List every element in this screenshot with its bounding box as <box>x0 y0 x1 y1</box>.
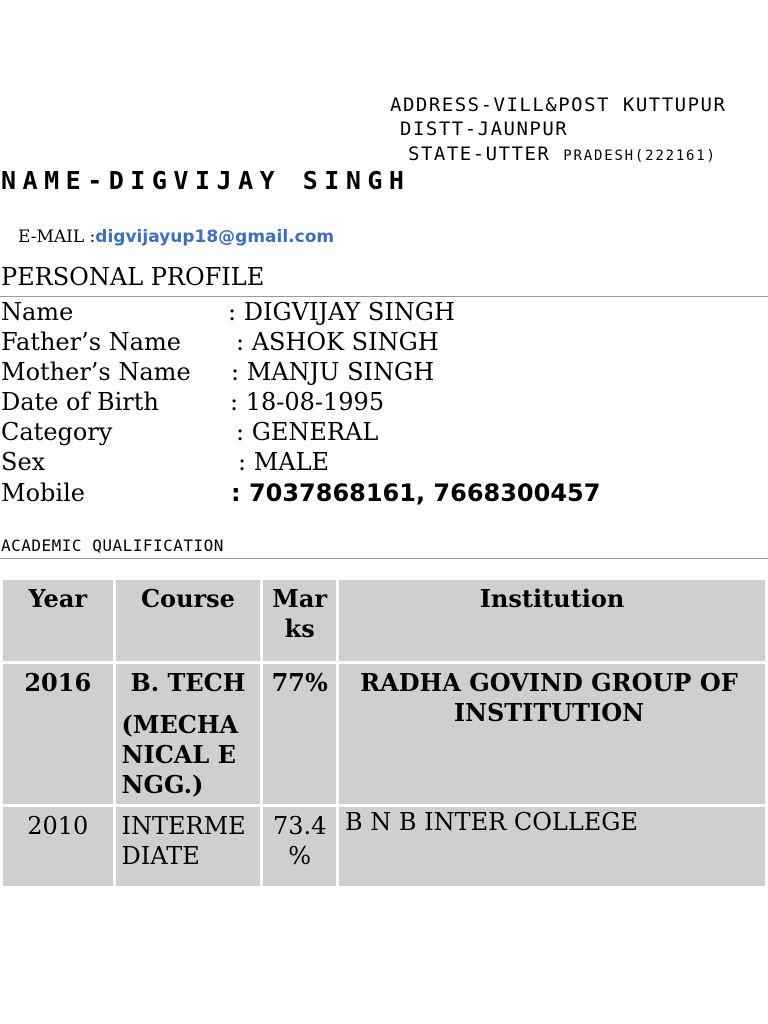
course-sub: (MECHANICAL ENGG.) <box>121 710 239 799</box>
academic-divider <box>0 558 768 559</box>
profile-label: Sex <box>1 448 46 476</box>
email-link[interactable]: digvijayup18@gmail.com <box>95 227 335 247</box>
profile-label: Date of Birth <box>1 388 159 416</box>
course-main: B. TECH <box>130 668 246 697</box>
profile-value: : MANJU SINGH <box>231 358 435 386</box>
cell-year: 2010 <box>2 806 115 888</box>
address-line-3 <box>408 142 717 168</box>
address-line-1: ADDRESS-VILL&POST KUTTUPUR <box>390 94 727 116</box>
profile-value: : ASHOK SINGH <box>236 328 439 356</box>
cell-course: INTERMEDIATE <box>114 806 262 888</box>
academic-title: ACADEMIC QUALIFICATION <box>1 536 224 555</box>
email-row <box>18 227 334 247</box>
cell-marks: 73.4 % <box>262 806 338 888</box>
profile-value-mobile: : 7037868161, 7668300457 <box>231 479 601 507</box>
cell-marks: 77% <box>262 663 338 806</box>
cell-course <box>114 663 262 806</box>
header-institution: Institution <box>337 579 766 663</box>
personal-profile-title: PERSONAL PROFILE <box>1 263 265 291</box>
table-header-row <box>2 579 767 663</box>
profile-value: : DIGVIJAY SINGH <box>228 298 455 326</box>
profile-label: Mother’s Name <box>1 358 191 386</box>
email-label: E-MAIL : <box>18 227 96 247</box>
profile-label: Father’s Name <box>1 328 181 356</box>
address-state-rest: PRADESH(222161) <box>563 148 717 164</box>
profile-label: Category <box>1 418 113 446</box>
profile-label: Name <box>1 298 74 326</box>
profile-value: : GENERAL <box>236 418 379 446</box>
address-state: STATE-UTTER <box>408 143 551 165</box>
qualification-table <box>0 577 768 889</box>
cell-year: 2016 <box>2 663 115 806</box>
header-course: Course <box>114 579 262 663</box>
institution-text: RADHA GOVIND GROUP OF INSTITUTION <box>360 668 738 727</box>
page-title: NAME-DIGVIJAY SINGH <box>1 166 411 195</box>
profile-label: Mobile <box>1 479 85 507</box>
table-row <box>2 663 767 806</box>
cell-institution: B N B INTER COLLEGE <box>337 806 766 888</box>
header-marks: Marks <box>262 579 338 663</box>
cell-institution <box>337 663 766 806</box>
profile-value: : MALE <box>238 448 330 476</box>
address-line-2: DISTT-JAUNPUR <box>400 118 569 140</box>
header-year: Year <box>2 579 115 663</box>
profile-value: : 18-08-1995 <box>230 388 385 416</box>
table-row <box>2 806 767 888</box>
